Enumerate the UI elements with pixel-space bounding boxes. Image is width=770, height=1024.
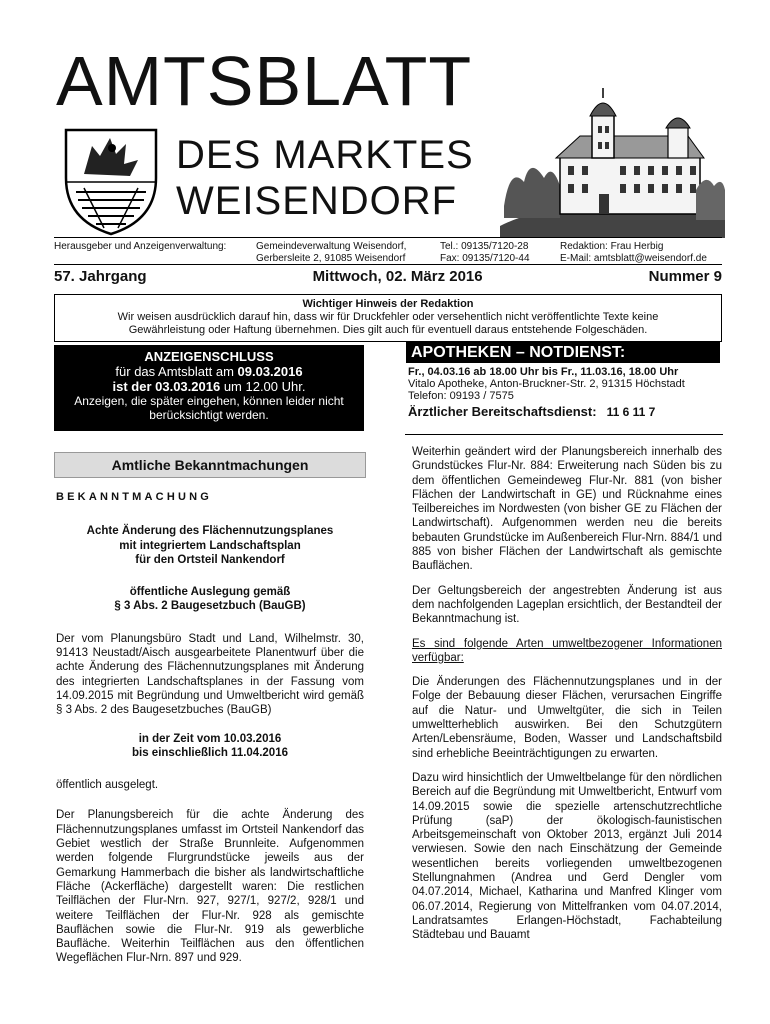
headline-line2: mit integriertem Landschaftsplan [119,539,301,552]
section-title: Amtliche Bekanntmachungen [54,452,366,478]
paragraph: Der Geltungsbereich der angestrebten Änderung ist aus dem nachfolgenden Lageplan ersichtlich, der Bestandteil der Bekanntmachung ist. [412,584,722,626]
deadline-issue-date: 09.03.2016 [237,364,303,379]
deadline-date: ist der 03.03.2016 [112,379,221,394]
publisher-office-line2: Gerbersleite 2, 91085 Weisendorf [256,253,406,264]
paragraph: Der Planungsbereich für die achte Änderung des Flächennutzungsplanes umfasst im Ortsteil Nankendorf das Gebiet westlich der Straße Brunnleite. Aufgenommen werden folgende Flurgrundstücke jeweils aus der Gemarkung Hammerbach die bisher als landwirtschaftliche Fläche (Ackerfläche) dargestellt waren: Die restlichen Teilflächen der Flur-Nrn. 927, 927/1, 927/2, 928/1 und weitere Teilflächen der Flur-Nr. 928 als gemischte Bauflächen sowie die Flur-Nr. 919 als gewerbliche Baufläche. Weiterhin Teilflächen aus den öffentlichen Wegeflächen Flur-Nrn. 897 und 929. [56,809,364,965]
castle-illustration-icon [500,86,725,238]
announcement-kicker: BEKANNTMACHUNG [56,491,213,503]
publisher-contact [440,241,530,265]
issue-rule-top [54,264,722,265]
publisher-editor [560,241,707,265]
publisher-tel: Tel.: 09135/7120-28 [440,241,529,252]
masthead-subtitle-line2: WEISENDORF [176,179,458,223]
publisher-email: E-Mail: amtsblatt@weisendorf.de [560,253,707,264]
issue-row [54,268,722,285]
headline-line1: Achte Änderung des Flächennutzungsplanes [86,525,334,538]
paragraph: Dazu wird hinsichtlich der Umweltbelange für den nördlichen Bereich auf die Begründung mit Umweltbericht, Entwurf vom 14.09.2015 sowie die spezielle artenschutzrechtliche Prüfung (saP) der ökologisch-faunistischen Arbeitsgemeinschaft von Oktober 2013, ergänzt Juli 2014 verwiesen. Sowie den nach Einschätzung der Gemeinde wesentlichen bereits vorliegenden umweltbezogenen Stellungnahmen (Andrea und Gerd Dengler vom 04.07.2014, Michael, Katharina und Manfred Klinger vom 06.07.2014, Regierung von Mittelfranken vom 04.07.2014, Landratsamtes Erlangen-Höchstadt, Fachabteilung Städtebau und Bauamt [412,771,722,942]
masthead-subtitle [176,132,474,224]
notice-heading: Wichtiger Hinweis der Redaktion [302,298,474,310]
doctor-number: 11 6 11 7 [606,405,656,419]
deadline-line1-text: für das Amtsblatt am [115,364,238,379]
paragraph: Die Änderungen des Flächennutzungsplanes und in der Folge der Bebauung dieser Flächen, verursachen Eingriffe auf die Natur- und Umweltgüter, die sich in Teilen umweltterheblich auswirken. Bei den Schutzgütern Arten/Lebensräume, Boden, Wasser und Landschaftsbild sind erhebliche Beeinträchtigungen zu erwarten. [412,676,722,760]
subhead-line2: § 3 Abs. 2 Baugesetzbuch (BauGB) [114,600,306,613]
masthead-subtitle-line1: DES MARKTES [176,133,474,177]
issue-number: Nummer 9 [648,268,722,285]
notice-line1: Wir weisen ausdrücklich darauf hin, dass wir für Druckfehler oder versehentlich nicht veröffentlichte Texte keine [117,311,659,323]
deadline-line1 [54,364,364,379]
right-column [412,445,722,953]
announcement-headline [56,524,364,567]
period-line1: in der Zeit vom 10.03.2016 [138,732,282,745]
publisher-fax: Fax: 09135/7120-44 [440,253,530,264]
deadline-title: ANZEIGENSCHLUSS [144,349,274,364]
editorial-notice [54,294,722,342]
pharmacy-name: Vitalo Apotheke, Anton-Bruckner-Str. 2, 91315 Höchstadt [408,378,685,390]
doctor-label: Ärztlicher Bereitschaftsdienst: [408,404,597,419]
paragraph: Weiterhin geändert wird der Planungsbereich innerhalb des Grundstückes Flur-Nr. 884: Erweiterung nach Süden bis zu dem öffentlichen Gemeindeweg Flur-Nr. 881 (von bisher Flächen der Landwirtschaft in GE) und Rücknahme eines Teilbereiches im Nordwesten (von bisher GE zu Flächen der Landwirtschaft). Aufgenommen werden neu die bereits bebauten Grundstücke im Außenbereich Flur-Nrn. 884/1 und 885 von bisher Flächen der Landwirtschaft als gemischte Bauflächen. [412,446,722,573]
coat-of-arms-icon [54,124,168,238]
announcement-subhead [56,585,364,614]
issue-date: Mittwoch, 02. März 2016 [312,268,483,285]
deadline-line2 [54,379,364,394]
issue-year: 57. Jahrgang [54,268,147,285]
pharmacy-period: Fr., 04.03.16 ab 18.00 Uhr bis Fr., 11.03.16, 18.00 Uhr [408,366,679,378]
notice-line2: Gewährleistung oder Haftung übernehmen. Dies gilt auch für eventuell daraus entstehende Folgeschäden. [128,324,648,336]
doctor-on-call [408,404,655,419]
left-column [56,490,364,976]
pharmacy-phone: Telefon: 09193 / 7575 [408,390,514,402]
period-line2: bis einschließlich 11.04.2016 [132,746,288,759]
publisher-office [256,241,406,265]
deadline-line3: Anzeigen, die später eingehen, können leider nicht [74,394,344,408]
paragraph: öffentlich ausgelegt. [56,779,159,792]
pharmacy-rule [405,434,723,435]
display-period [56,732,364,761]
publisher-editor-name: Redaktion: Frau Herbig [560,241,664,252]
masthead-title: AMTSBLATT [56,42,473,120]
masthead-rule [54,237,722,238]
paragraph: Der vom Planungsbüro Stadt und Land, Wilhelmstr. 30, 91413 Neustadt/Aisch ausgearbeitete Planentwurf über die achte Änderung des Flächennutzungsplanes mit Änderung des integrierten Landschaftsplanes in der Fassung vom 14.09.2015 mit Begründung und Umweltbericht wird gemäß § 3 Abs. 2 des Baugesetzbuches (BauGB) [56,632,364,717]
pharmacy-heading: APOTHEKEN – NOTDIENST: [406,342,720,363]
deadline-line4: berücksichtigt werden. [149,408,269,422]
pharmacy-details [408,366,722,402]
paragraph-underlined: Es sind folgende Arten umweltbezogener Informationen verfügbar: [412,637,722,664]
headline-line3: für den Ortsteil Nankendorf [135,553,285,566]
subhead-line1: öffentliche Auslegung gemäß [129,586,291,599]
publisher-label: Herausgeber und Anzeigenverwaltung: [54,241,227,252]
ad-deadline-box [54,345,364,431]
deadline-time: um 12.00 Uhr. [220,379,306,394]
publisher-office-line1: Gemeindeverwaltung Weisendorf, [256,241,407,252]
